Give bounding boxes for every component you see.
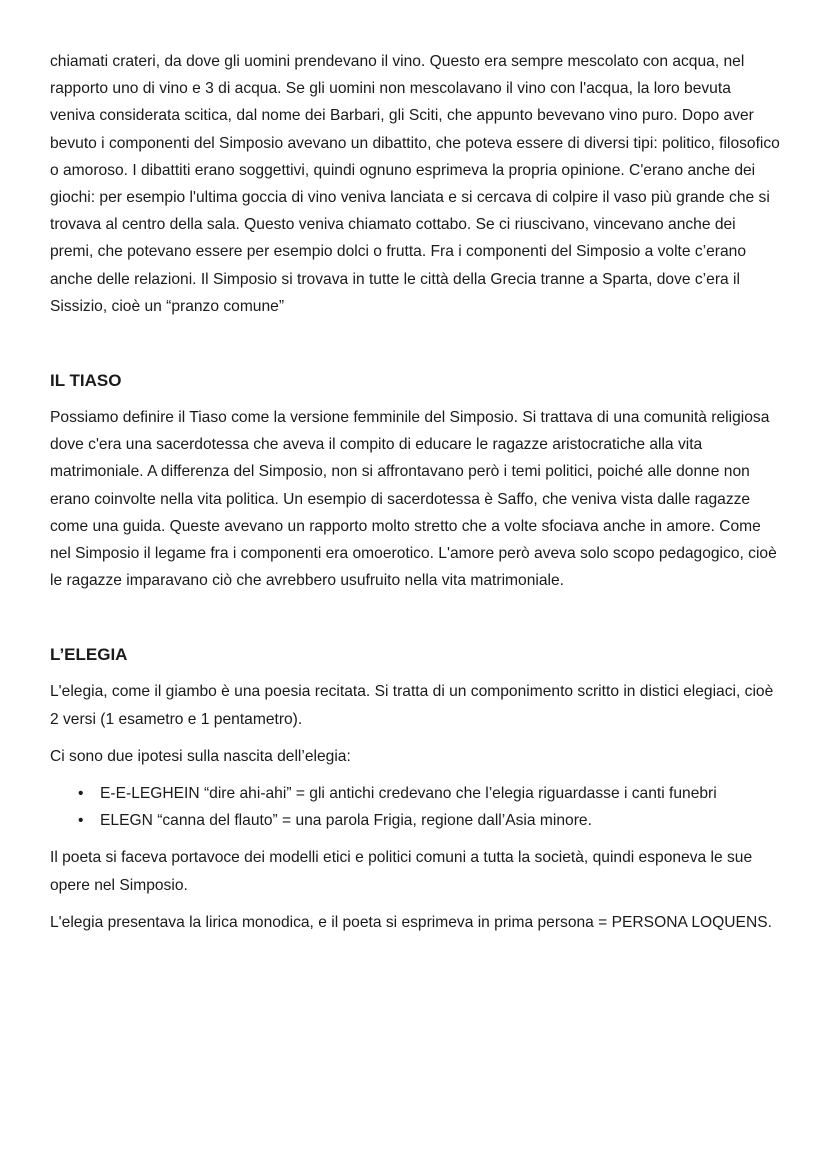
elegia-paragraph-1: L'elegia, come il giambo è una poesia recitata. Si tratta di un componimento scritto in distici elegiaci, cioè 2 versi (1 esametro e 1 pentametro).: [50, 683, 774, 728]
list-item-text: E-E-LEGHEIN “dire ahi-ahi” = gli antichi credevano che l’elegia riguardasse i canti funebri: [100, 785, 717, 803]
intro-paragraph: chiamati crateri, da dove gli uomini prendevano il vino. Questo era sempre mescolato con acqua, nel rapporto uno di vino e 3 di acqua. Se gli uomini non mescolavano il vino con l'acqua, la loro bevuta veniva considerata scitica, dal nome dei Barbari, gli Sciti, che appunto bevevano vino puro. Dopo aver bevuto i componenti del Simposio avevano un dibattito, che poteva essere di diversi tipi: politico, filosofico o amoroso. I dibattiti erano soggettivi, quindi ognuno esprimeva la propria opinione. C'erano anche dei giochi: per esempio l'ultima goccia di vino veniva lanciata e si cercava di colpire il vaso più grande che si trovava al centro della sala. Questo veniva chiamato cottabo. Se ci riuscivano, vincevano anche dei premi, che potevano essere per esempio dolci o frutta. Fra i componenti del Simposio a volte c’erano anche delle relazioni. Il Simposio si trovava in tutte le città della Grecia tranne a Sparta, dove c’era il Sissizio, cioè un “pranzo comune”: [50, 53, 780, 315]
list-item: [78, 807, 780, 834]
hypotheses-list: [50, 780, 780, 834]
tiaso-paragraph: Possiamo definire il Tiaso come la versione femminile del Simposio. Si trattava di una comunità religiosa dove c'era una sacerdotessa che aveva il compito di educare le ragazze aristocratiche alla vita matrimoniale. A differenza del Simposio, non si affrontavano però i temi politici, poiché alle donne non erano coinvolte nella vita politica. Un esempio di sacerdotessa è Saffo, che veniva vista dalle ragazze come una guida. Queste avevano un rapporto molto stretto che a volte sfociava anche in amore. Come nel Simposio il legame fra i componenti era omoerotico. L'amore però aveva solo scopo pedagogico, cioè le ragazze imparavano ciò che avrebbero usufruito nella vita matrimoniale.: [50, 409, 777, 590]
section-heading-elegia: L’ELEGIA: [50, 645, 128, 665]
document-page: [50, 48, 780, 946]
elegia-paragraph-4: L'elegia presentava la lirica monodica, e il poeta si esprimeva in prima persona = PERSONA LOQUENS.: [50, 913, 772, 931]
list-item: [78, 780, 780, 807]
list-item-text: ELEGN “canna del flauto” = una parola Frigia, regione dall’Asia minore.: [100, 812, 592, 830]
bullet-icon: •: [78, 785, 84, 803]
bullet-icon: •: [78, 812, 84, 830]
section-heading-tiaso: IL TIASO: [50, 371, 122, 391]
elegia-paragraph-2: Ci sono due ipotesi sulla nascita dell’elegia:: [50, 747, 351, 765]
section-elegia: [50, 642, 780, 936]
elegia-paragraph-3: Il poeta si faceva portavoce dei modelli etici e politici comuni a tutta la società, quindi esponeva le sue opere nel Simposio.: [50, 849, 753, 894]
section-tiaso: [50, 368, 780, 594]
